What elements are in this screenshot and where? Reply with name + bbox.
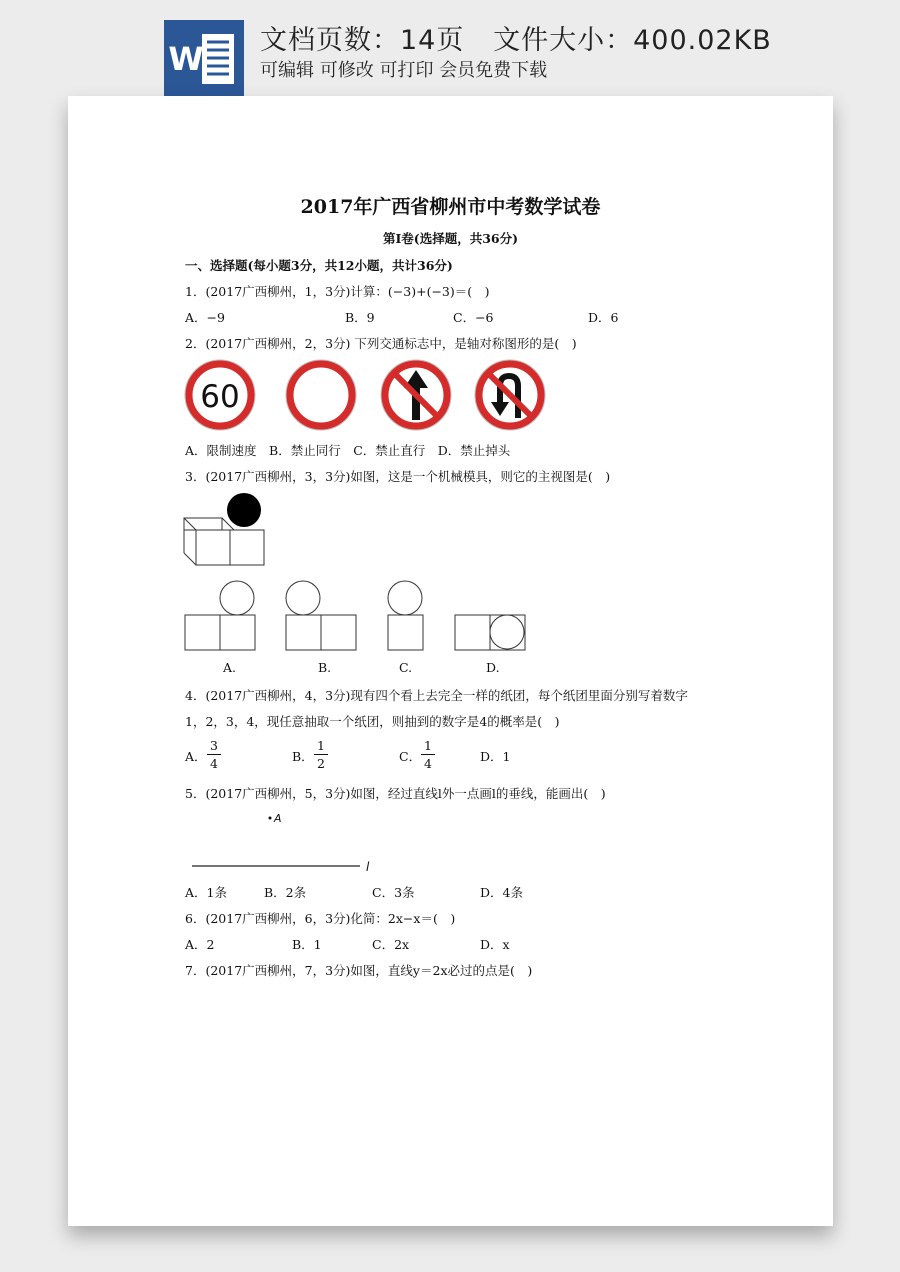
question-1-option-d: D．6 bbox=[588, 310, 619, 325]
front-view-option-a bbox=[185, 581, 255, 650]
fraction-denominator: 4 bbox=[210, 756, 218, 771]
word-icon-letter: W bbox=[168, 40, 204, 78]
mold-3d-figure bbox=[178, 488, 278, 568]
question-6-stem: 6．(2017广西柳州，6，3分)化简：2x−x＝( ) bbox=[185, 911, 456, 926]
question-5-option-b: B．2条 bbox=[264, 885, 307, 900]
question-1-option-c: C．−6 bbox=[453, 310, 494, 325]
question-6-option-d: D．x bbox=[480, 937, 510, 952]
question-4-option-c-label: C． bbox=[399, 749, 422, 764]
front-view-option-d bbox=[455, 615, 525, 650]
front-view-options-figure bbox=[178, 576, 538, 656]
fraction-numerator: 1 bbox=[424, 738, 432, 753]
speed-limit-value: 60 bbox=[200, 379, 240, 415]
question-5-stem: 5．(2017广西柳州，5，3分)如图，经过直线l外一点画l的垂线，能画出( ) bbox=[185, 786, 606, 801]
question-3-label-b: B. bbox=[318, 660, 332, 675]
point-a-label: A bbox=[274, 812, 282, 825]
question-3-label-d: D. bbox=[486, 660, 500, 675]
banner-features: 可编辑 可修改 可打印 会员免费下载 bbox=[260, 60, 548, 81]
question-5-option-a: A．1条 bbox=[185, 885, 227, 900]
question-7-stem: 7．(2017广西柳州，7，3分)如图，直线y＝2x必过的点是( ) bbox=[185, 963, 533, 978]
question-3-label-a: A. bbox=[223, 660, 237, 675]
question-4-option-b-label: B． bbox=[292, 749, 314, 764]
file-size: 文件大小：400.02KB bbox=[493, 25, 772, 56]
page-count: 文档页数：14页 bbox=[260, 25, 465, 56]
fraction-denominator: 2 bbox=[317, 756, 325, 771]
question-1-stem: 1．(2017广西柳州，1，3分)计算：(−3)+(−3)＝( ) bbox=[185, 284, 490, 299]
front-view-option-b bbox=[286, 581, 356, 650]
line-l-label: l bbox=[366, 860, 370, 874]
point-a-dot bbox=[269, 817, 272, 820]
question-6-option-b: B．1 bbox=[292, 937, 322, 952]
no-entry-sign-icon bbox=[286, 360, 356, 430]
question-4-option-d: D．1 bbox=[480, 749, 511, 764]
question-4-option-b-fraction bbox=[314, 738, 328, 771]
question-4-stem-line-1: 4．(2017广西柳州，4，3分)现有四个看上去完全一样的纸团，每个纸团里面分别写着数字 bbox=[185, 688, 688, 703]
fraction-denominator: 4 bbox=[424, 756, 432, 771]
speed-limit-sign-icon bbox=[185, 360, 255, 430]
question-3-label-c: C. bbox=[399, 660, 413, 675]
word-doc-icon bbox=[164, 20, 244, 96]
section-heading: 一、选择题(每小题3分，共12小题，共计36分) bbox=[185, 258, 453, 273]
no-u-turn-sign-icon bbox=[475, 360, 545, 430]
document-page bbox=[68, 96, 833, 1226]
question-2-options: A．限制速度 B．禁止同行 C．禁止直行 D．禁止掉头 bbox=[185, 443, 511, 458]
question-4-option-a-label: A． bbox=[185, 749, 207, 764]
question-4-option-c-fraction bbox=[421, 738, 435, 771]
download-banner bbox=[0, 0, 900, 96]
front-view-option-c bbox=[388, 581, 423, 650]
traffic-signs-figure bbox=[178, 358, 558, 434]
banner-info bbox=[260, 18, 772, 57]
question-4-stem-line-2: 1，2，3，4，现任意抽取一个纸团，则抽到的数字是4的概率是( ) bbox=[185, 714, 560, 729]
question-1-option-a: A．−9 bbox=[185, 310, 225, 325]
question-6-option-c: C．2x bbox=[372, 937, 410, 952]
question-3-stem: 3．(2017广西柳州，3，3分)如图，这是一个机械模具，则它的主视图是( ) bbox=[185, 469, 611, 484]
fraction-numerator: 1 bbox=[317, 738, 325, 753]
question-2-stem: 2．(2017广西柳州，2，3分) 下列交通标志中，是轴对称图形的是( ) bbox=[185, 336, 577, 351]
question-6-option-a: A．2 bbox=[185, 937, 215, 952]
question-5-option-d: D．4条 bbox=[480, 885, 523, 900]
fraction-numerator: 3 bbox=[210, 738, 218, 753]
question-4-option-a-fraction bbox=[207, 738, 221, 771]
sphere-shape bbox=[227, 493, 261, 527]
question-5-option-c: C．3条 bbox=[372, 885, 415, 900]
no-straight-ahead-sign-icon bbox=[381, 360, 451, 430]
exam-subtitle: 第Ⅰ卷(选择题，共36分) bbox=[382, 231, 519, 246]
question-1-option-b: B．9 bbox=[345, 310, 375, 325]
point-and-line-figure bbox=[178, 804, 398, 876]
exam-title: 2017年广西省柳州市中考数学试卷 bbox=[300, 196, 601, 218]
